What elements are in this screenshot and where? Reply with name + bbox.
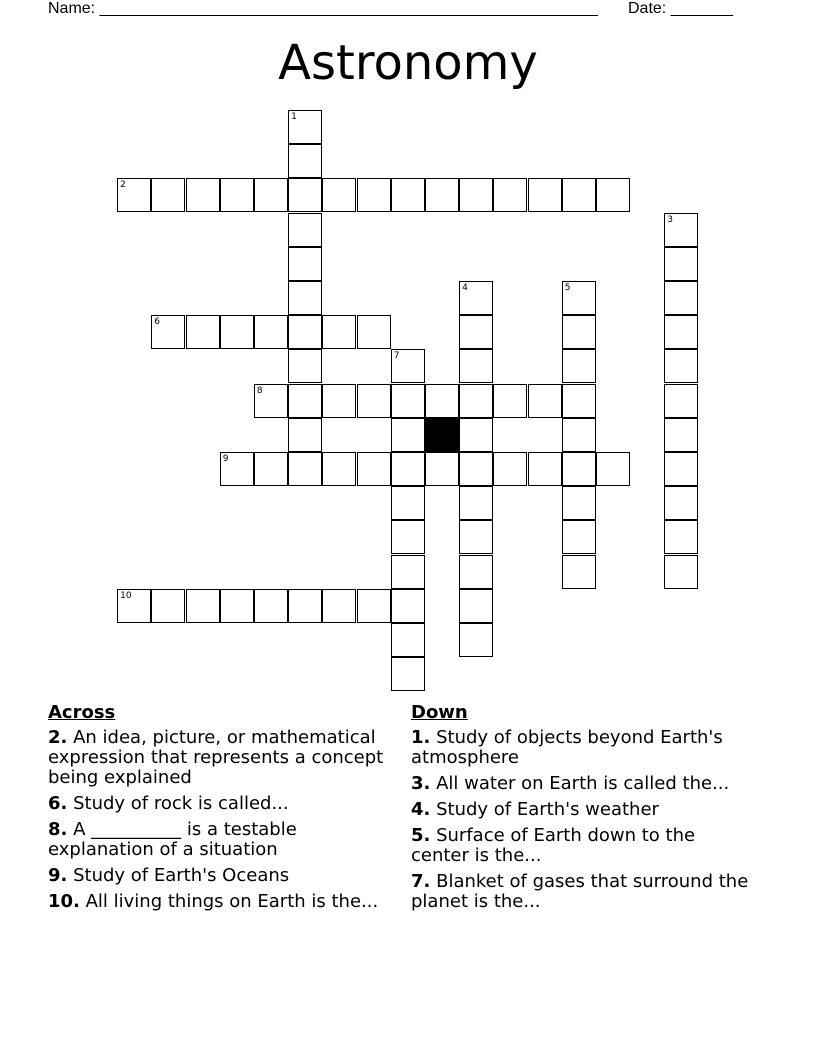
clue-number-label: 3 xyxy=(667,214,674,225)
crossword-cell[interactable] xyxy=(254,384,288,418)
crossword-cell[interactable] xyxy=(186,315,220,349)
crossword-cell[interactable] xyxy=(322,384,356,418)
crossword-cell[interactable] xyxy=(391,520,425,554)
crossword-cell[interactable] xyxy=(493,452,527,486)
clue-text: Study of objects beyond Earth's atmosphere xyxy=(411,727,723,768)
clue-across-2 xyxy=(48,728,404,788)
crossword-cell[interactable] xyxy=(254,452,288,486)
crossword-cell[interactable] xyxy=(459,555,493,589)
crossword-cell[interactable] xyxy=(664,555,698,589)
clue-number-label: 9 xyxy=(222,454,229,464)
clue-across-6 xyxy=(48,794,404,814)
crossword-cell[interactable] xyxy=(288,315,322,349)
crossword-cell[interactable] xyxy=(357,315,391,349)
down-clue-list xyxy=(411,728,756,912)
crossword-cell[interactable] xyxy=(459,486,493,520)
crossword-cell[interactable] xyxy=(459,589,493,623)
crossword-cell[interactable] xyxy=(562,418,596,452)
crossword-cell[interactable] xyxy=(596,452,630,486)
crossword-cell[interactable] xyxy=(357,589,391,623)
crossword-cell[interactable] xyxy=(391,486,425,520)
crossword-cell[interactable] xyxy=(596,178,630,212)
crossword-cell[interactable] xyxy=(459,452,493,486)
clue-number-label: 4 xyxy=(462,283,468,293)
crossword-cell[interactable] xyxy=(664,247,698,281)
crossword-cell[interactable] xyxy=(288,110,322,144)
name-field[interactable]: Name: ________________________________________________________ xyxy=(48,0,598,17)
crossword-cell[interactable] xyxy=(528,384,562,418)
clue-down-1 xyxy=(411,728,756,768)
crossword-cell[interactable] xyxy=(664,452,698,486)
crossword-cell[interactable] xyxy=(391,349,425,383)
clue-text: All water on Earth is called the... xyxy=(430,773,730,794)
crossword-cell[interactable] xyxy=(151,315,185,349)
clue-number: 4. xyxy=(411,799,431,820)
clue-number-label: 6 xyxy=(154,317,161,328)
down-heading: Down xyxy=(411,702,468,723)
crossword-cell[interactable] xyxy=(322,452,356,486)
crossword-cell[interactable] xyxy=(186,589,220,623)
crossword-cell[interactable] xyxy=(562,349,596,383)
crossword-cell[interactable] xyxy=(357,452,391,486)
clue-number-label: 7 xyxy=(393,351,400,362)
clue-number: 10. xyxy=(48,891,80,912)
crossword-cell[interactable] xyxy=(459,520,493,554)
crossword-cell[interactable] xyxy=(562,452,596,486)
clue-number-label: 10 xyxy=(120,590,132,601)
crossword-cell[interactable] xyxy=(391,555,425,589)
crossword-cell[interactable] xyxy=(391,657,425,691)
crossword-cell[interactable] xyxy=(288,589,322,623)
date-field[interactable]: Date: _______ xyxy=(628,0,733,17)
crossword-cell[interactable] xyxy=(357,178,391,212)
clue-text: Blanket of gases that surround the planet is the... xyxy=(411,871,749,912)
clue-number: 1. xyxy=(411,727,431,748)
crossword-cell[interactable] xyxy=(220,452,254,486)
clue-number: 8. xyxy=(48,819,68,840)
crossword-cell[interactable] xyxy=(391,589,425,623)
crossword-cell[interactable] xyxy=(322,589,356,623)
crossword-cell[interactable] xyxy=(562,520,596,554)
crossword-cell[interactable] xyxy=(117,178,151,212)
crossword-cell[interactable] xyxy=(220,178,254,212)
page-title: Astronomy xyxy=(278,35,538,91)
crossword-cell[interactable] xyxy=(220,315,254,349)
crossword-cell[interactable] xyxy=(664,349,698,383)
crossword-cell[interactable] xyxy=(562,281,596,315)
crossword-cell[interactable] xyxy=(562,178,596,212)
clue-text: A __________ is a testable explanation of a situation xyxy=(48,819,297,860)
crossword-cell[interactable] xyxy=(117,589,151,623)
crossword-cell[interactable] xyxy=(151,178,185,212)
clue-text: All living things on Earth is the... xyxy=(79,891,379,912)
clue-text: Surface of Earth down to the center is the... xyxy=(411,825,696,866)
crossword-cell[interactable] xyxy=(391,623,425,657)
crossword-cell[interactable] xyxy=(288,349,322,383)
clue-number-label: 1 xyxy=(291,112,297,122)
clue-number-label: 2 xyxy=(120,180,126,191)
clue-text: Study of Earth's Oceans xyxy=(67,865,290,886)
crossword-cell[interactable] xyxy=(288,452,322,486)
clue-number: 5. xyxy=(411,825,431,846)
crossword-cell[interactable] xyxy=(288,384,322,418)
clue-number: 7. xyxy=(411,871,431,892)
crossword-cell[interactable] xyxy=(664,213,698,247)
across-clues xyxy=(48,702,404,918)
crossword-cell[interactable] xyxy=(391,384,425,418)
crossword-cell[interactable] xyxy=(493,178,527,212)
crossword-cell[interactable] xyxy=(528,452,562,486)
crossword-cell[interactable] xyxy=(459,178,493,212)
crossword-cell[interactable] xyxy=(493,384,527,418)
clue-number: 3. xyxy=(411,773,431,794)
crossword-cell[interactable] xyxy=(425,178,459,212)
clue-down-7 xyxy=(411,872,756,912)
clue-number: 6. xyxy=(48,793,68,814)
crossword-cell[interactable] xyxy=(425,452,459,486)
crossword-cell[interactable] xyxy=(322,315,356,349)
crossword-cell[interactable] xyxy=(459,281,493,315)
crossword-cell[interactable] xyxy=(322,178,356,212)
crossword-cell[interactable] xyxy=(288,281,322,315)
clue-across-8 xyxy=(48,820,404,860)
crossword-cell[interactable] xyxy=(459,384,493,418)
clue-across-10 xyxy=(48,892,404,912)
crossword-cell[interactable] xyxy=(664,486,698,520)
crossword-cell[interactable] xyxy=(664,315,698,349)
clue-text: Study of rock is called... xyxy=(67,793,289,814)
clue-number-label: 5 xyxy=(564,283,571,293)
down-clues xyxy=(411,702,756,918)
across-clue-list xyxy=(48,728,404,912)
crossword-cell[interactable] xyxy=(562,315,596,349)
crossword-cell[interactable] xyxy=(391,452,425,486)
crossword-cell[interactable] xyxy=(664,281,698,315)
crossword-cell[interactable] xyxy=(220,589,254,623)
crossword-cell[interactable] xyxy=(459,349,493,383)
crossword-cell[interactable] xyxy=(151,589,185,623)
crossword-cell[interactable] xyxy=(459,418,493,452)
crossword-cell[interactable] xyxy=(288,247,322,281)
crossword-cell[interactable] xyxy=(254,589,288,623)
crossword-cell[interactable] xyxy=(664,520,698,554)
crossword-cell[interactable] xyxy=(562,486,596,520)
crossword-cell[interactable] xyxy=(391,418,425,452)
clue-down-4 xyxy=(411,800,756,820)
crossword-cell[interactable] xyxy=(562,384,596,418)
crossword-cell[interactable] xyxy=(459,623,493,657)
crossword-cell[interactable] xyxy=(425,384,459,418)
clue-number: 9. xyxy=(48,865,68,886)
crossword-cell[interactable] xyxy=(288,178,322,212)
crossword-cell[interactable] xyxy=(562,555,596,589)
clue-text: Study of Earth's weather xyxy=(430,799,659,820)
clue-across-9 xyxy=(48,866,404,886)
clue-down-3 xyxy=(411,774,756,794)
clue-down-5 xyxy=(411,826,756,866)
blocked-cell xyxy=(425,418,459,452)
crossword-cell[interactable] xyxy=(357,384,391,418)
crossword-cell[interactable] xyxy=(186,178,220,212)
crossword-cell[interactable] xyxy=(664,384,698,418)
crossword-cell[interactable] xyxy=(528,178,562,212)
clue-text: An idea, picture, or mathematical expression that represents a concept being explained xyxy=(48,727,384,788)
crossword-cell[interactable] xyxy=(254,178,288,212)
crossword-cell[interactable] xyxy=(288,144,322,178)
crossword-cell[interactable] xyxy=(254,315,288,349)
crossword-cell[interactable] xyxy=(459,315,493,349)
crossword-cell[interactable] xyxy=(391,178,425,212)
clue-number: 2. xyxy=(48,727,68,748)
crossword-cell[interactable] xyxy=(664,418,698,452)
crossword-cell[interactable] xyxy=(288,418,322,452)
crossword-cell[interactable] xyxy=(288,213,322,247)
clue-number-label: 8 xyxy=(256,385,263,396)
across-heading: Across xyxy=(48,702,116,723)
